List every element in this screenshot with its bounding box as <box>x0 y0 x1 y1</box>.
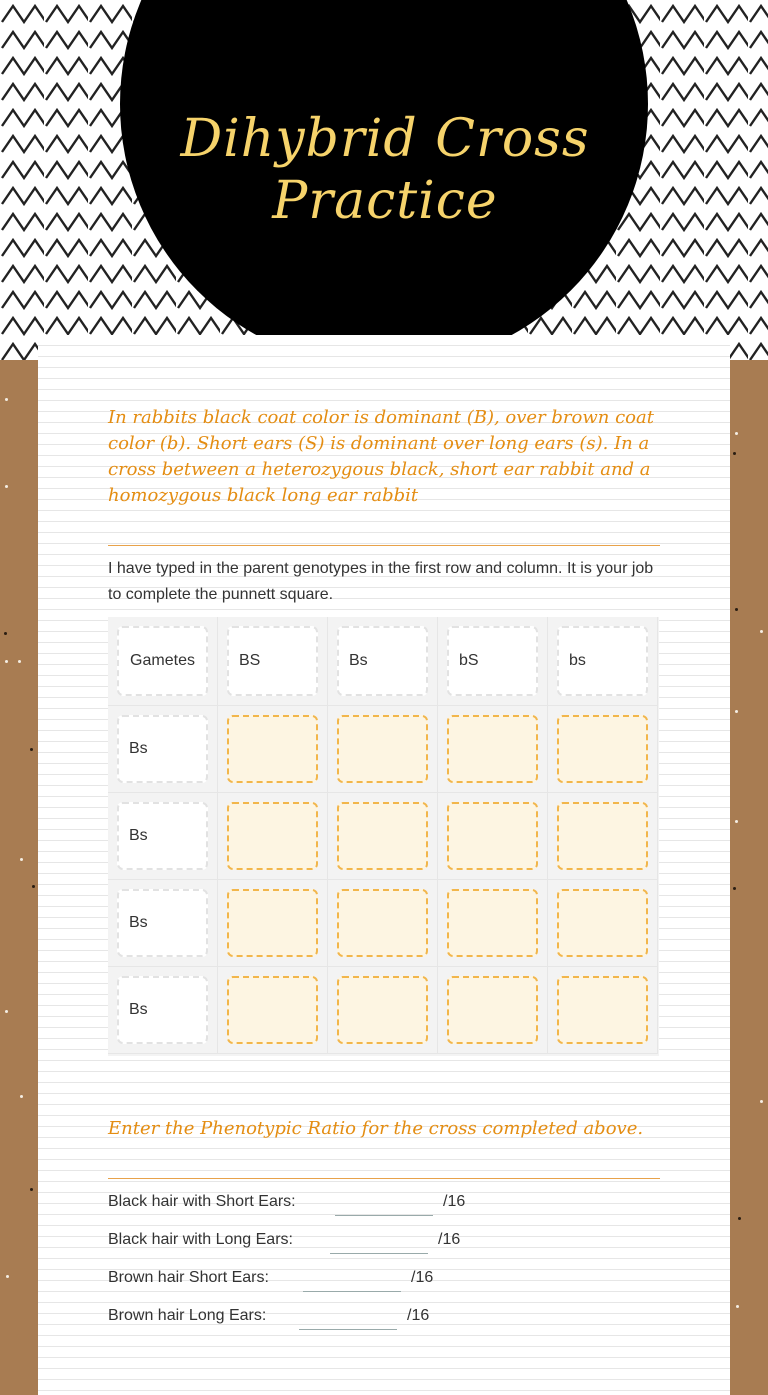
offspring-cell <box>548 880 658 967</box>
ratio-label-black-long: Black hair with Long Ears: <box>108 1231 293 1248</box>
offspring-cell <box>218 706 328 793</box>
offspring-input[interactable] <box>557 715 648 783</box>
offspring-cell <box>218 793 328 880</box>
offspring-cell <box>548 967 658 1054</box>
punnett-square <box>108 617 659 1056</box>
offspring-input[interactable] <box>447 889 538 957</box>
row-gamete-cell <box>108 967 218 1054</box>
section-divider <box>108 545 660 546</box>
offspring-cell <box>328 880 438 967</box>
cork-speck <box>20 858 23 861</box>
cork-speck <box>5 660 8 663</box>
ratio-denominator: /16 <box>407 1307 430 1324</box>
cork-speck <box>30 748 33 751</box>
offspring-cell <box>328 793 438 880</box>
ratio-label-brown-long: Brown hair Long Ears: <box>108 1307 267 1324</box>
offspring-cell <box>438 967 548 1054</box>
row-gamete-cell <box>108 706 218 793</box>
column-gamete-label: bS <box>447 626 538 696</box>
offspring-input[interactable] <box>337 889 428 957</box>
ratio-input-black-long[interactable] <box>330 1229 428 1254</box>
offspring-input[interactable] <box>337 976 428 1044</box>
ratio-denominator: /16 <box>411 1269 434 1286</box>
column-gamete-cell <box>218 617 328 706</box>
offspring-input[interactable] <box>337 802 428 870</box>
offspring-input[interactable] <box>447 802 538 870</box>
offspring-input[interactable] <box>557 976 648 1044</box>
ratio-input-brown-long[interactable] <box>299 1305 397 1330</box>
cork-speck <box>18 660 21 663</box>
cork-speck <box>735 710 738 713</box>
cork-speck <box>5 398 8 401</box>
row-gamete-label: Bs <box>117 715 208 783</box>
offspring-input[interactable] <box>337 715 428 783</box>
row-gamete-cell <box>108 880 218 967</box>
instructions-text: I have typed in the parent genotypes in the first row and column. It is your job to complete the punnett square. <box>108 560 654 603</box>
offspring-cell <box>438 706 548 793</box>
section-divider <box>108 1178 660 1179</box>
offspring-cell <box>548 706 658 793</box>
cork-speck <box>735 432 738 435</box>
row-gamete-label: Bs <box>117 889 208 957</box>
cork-speck <box>760 1100 763 1103</box>
column-gamete-cell <box>438 617 548 706</box>
column-gamete-label: BS <box>227 626 318 696</box>
offspring-cell <box>438 793 548 880</box>
cork-speck <box>735 820 738 823</box>
ratio-input-black-short[interactable] <box>335 1191 433 1216</box>
cork-speck <box>735 608 738 611</box>
row-gamete-label: Bs <box>117 802 208 870</box>
column-gamete-cell <box>328 617 438 706</box>
column-gamete-label: Bs <box>337 626 428 696</box>
ratio-label-brown-short: Brown hair Short Ears: <box>108 1269 269 1286</box>
cork-speck <box>6 1275 9 1278</box>
ratio-input-brown-short[interactable] <box>303 1267 401 1292</box>
row-gamete-label: Bs <box>117 976 208 1044</box>
offspring-cell <box>438 880 548 967</box>
offspring-input[interactable] <box>227 715 318 783</box>
offspring-input[interactable] <box>227 976 318 1044</box>
cork-speck <box>4 632 7 635</box>
cork-speck <box>760 630 763 633</box>
punnett-corner-label: Gametes <box>117 626 208 696</box>
punnett-corner-cell <box>108 617 218 706</box>
offspring-cell <box>328 706 438 793</box>
cork-speck <box>30 1188 33 1191</box>
offspring-input[interactable] <box>447 976 538 1044</box>
offspring-cell <box>548 793 658 880</box>
row-gamete-cell <box>108 793 218 880</box>
cork-speck <box>738 1217 741 1220</box>
ratio-section-heading: Enter the Phenotypic Ratio for the cross completed above. <box>108 1118 644 1139</box>
cork-speck <box>5 1010 8 1013</box>
offspring-cell <box>328 967 438 1054</box>
ratio-denominator: /16 <box>443 1193 466 1210</box>
ratio-denominator: /16 <box>438 1231 461 1248</box>
cork-speck <box>20 1095 23 1098</box>
problem-statement: In rabbits black coat color is dominant (B), over brown coat color (b). Short ears (S) is dominant over long ears (s). In a cross between a heterozygous black, short ear rabbit and a homozygous black long ear rabbit <box>108 407 654 506</box>
offspring-input[interactable] <box>557 802 648 870</box>
offspring-cell <box>218 880 328 967</box>
ratio-label-black-short: Black hair with Short Ears: <box>108 1193 296 1210</box>
offspring-input[interactable] <box>447 715 538 783</box>
offspring-input[interactable] <box>227 802 318 870</box>
offspring-input[interactable] <box>557 889 648 957</box>
offspring-input[interactable] <box>227 889 318 957</box>
column-gamete-cell <box>548 617 658 706</box>
column-gamete-label: bs <box>557 626 648 696</box>
cork-speck <box>733 887 736 890</box>
page-title: Dihybrid Cross Practice <box>180 109 590 231</box>
cork-speck <box>5 485 8 488</box>
cork-speck <box>32 885 35 888</box>
offspring-cell <box>218 967 328 1054</box>
cork-speck <box>736 1305 739 1308</box>
cork-speck <box>733 452 736 455</box>
